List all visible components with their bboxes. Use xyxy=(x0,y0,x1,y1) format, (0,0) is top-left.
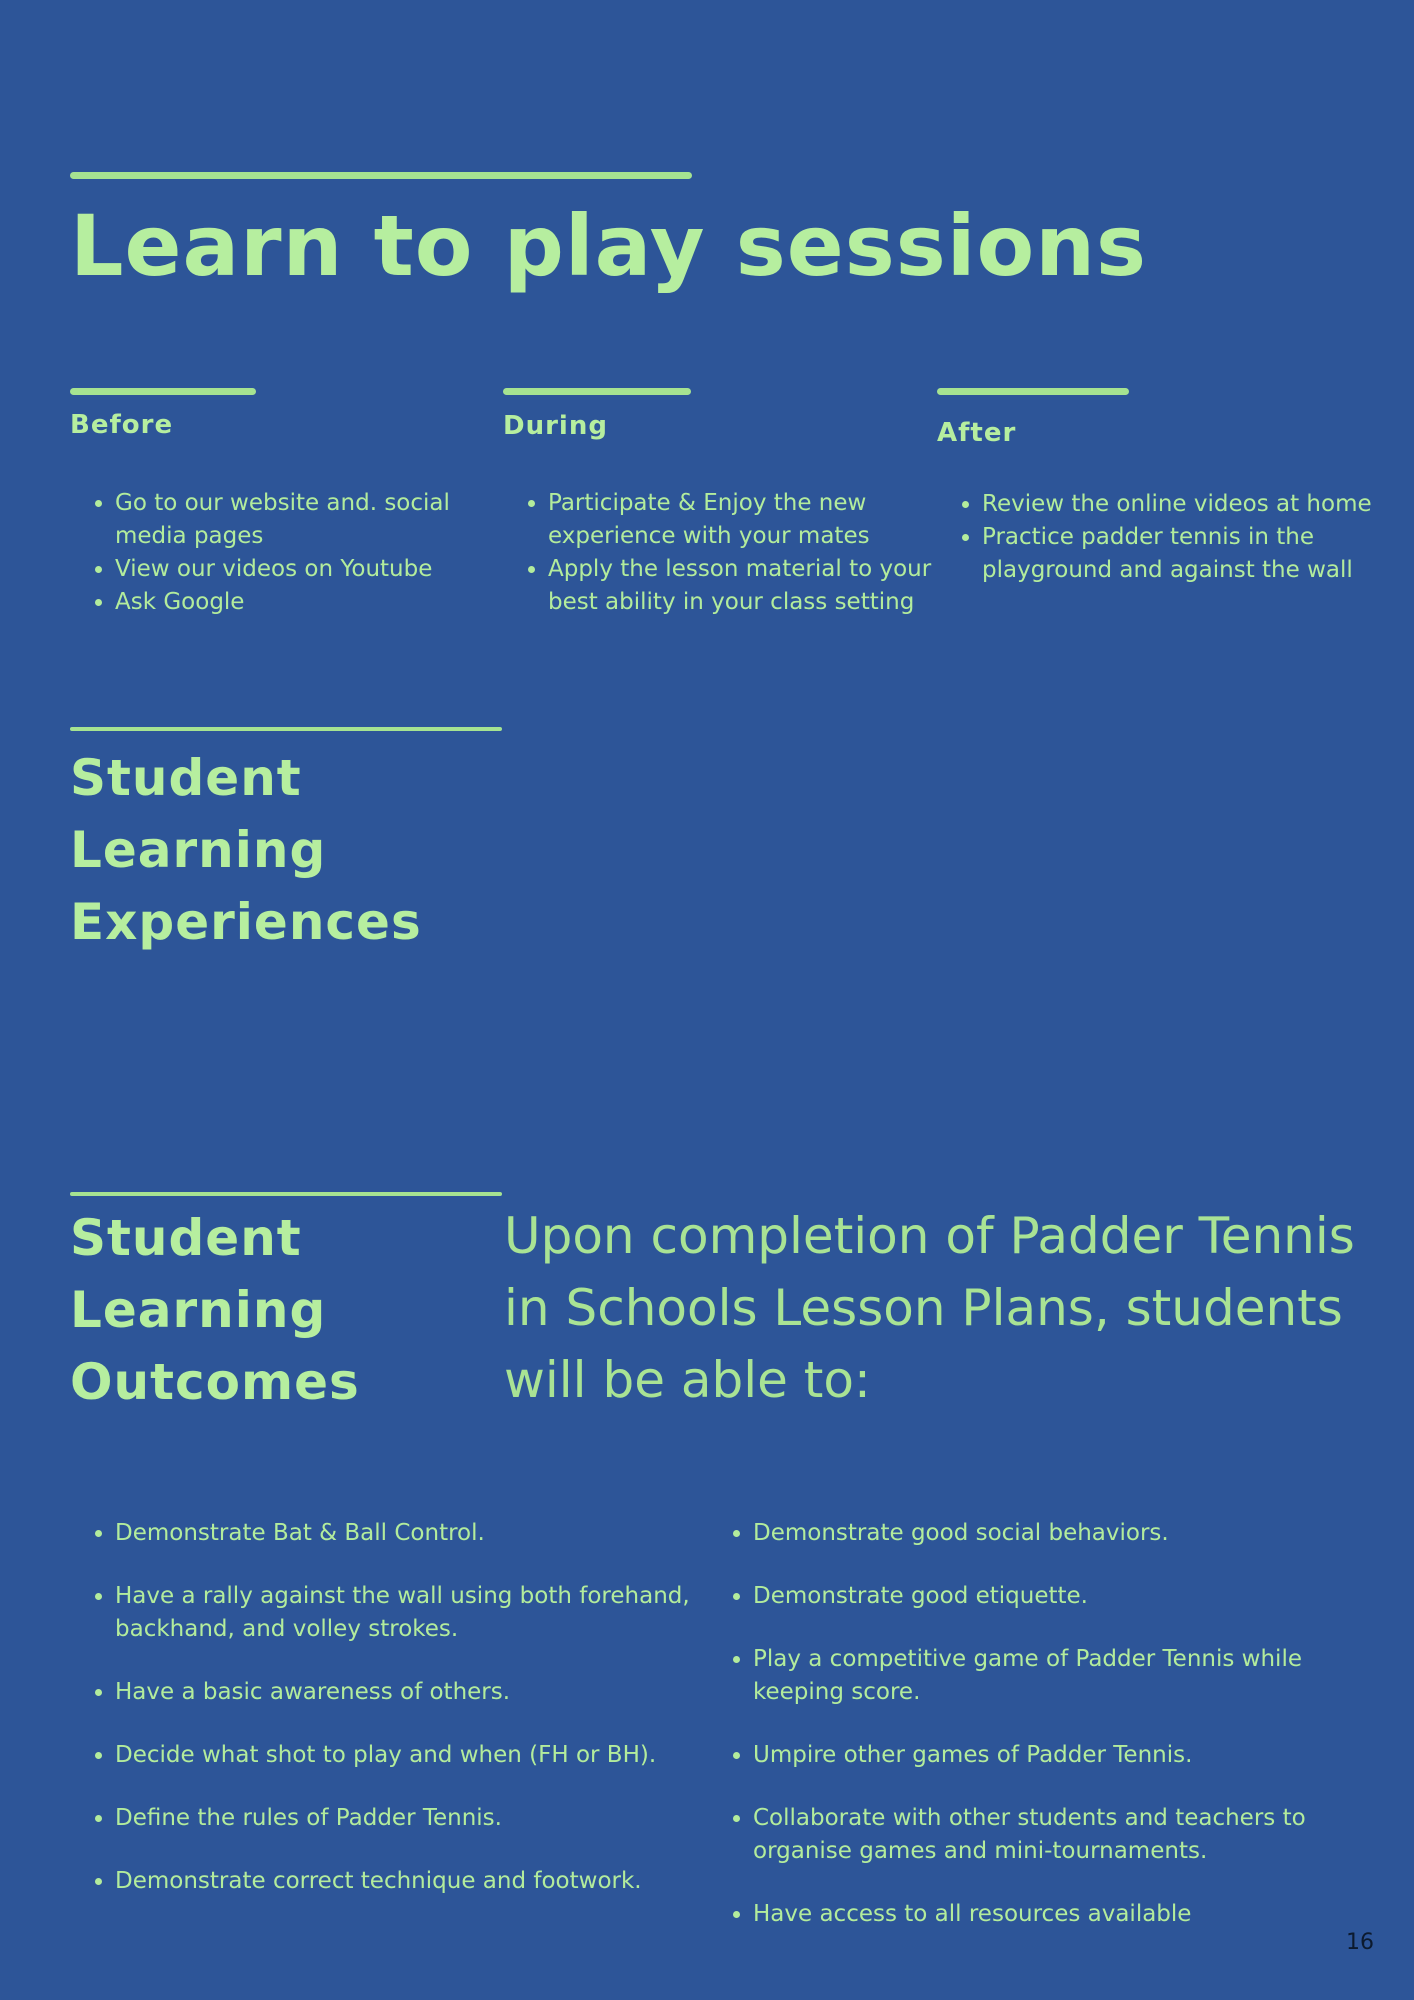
list-item: • Collaborate with other students and teachers to organise games and mini-tournaments. xyxy=(753,1802,1373,1868)
outcomes-rule xyxy=(70,1192,502,1196)
list-item: • Participate & Enjoy the new experience with your mates xyxy=(548,487,938,553)
list-item: • Have a rally against the wall using both forehand, backhand, and volley strokes. xyxy=(115,1580,735,1646)
heading-line: Experiences xyxy=(70,893,422,951)
list-item: • Ask Google xyxy=(115,586,495,619)
list-item: • Demonstrate good etiquette. xyxy=(753,1580,1373,1613)
heading-line: Learning xyxy=(70,1281,327,1339)
list-item: • View our videos on Youtube xyxy=(115,553,495,586)
outcomes-left-list xyxy=(70,1517,735,1928)
title-rule xyxy=(70,172,692,179)
list-item: • Play a competitive game of Padder Tennis while keeping score. xyxy=(753,1643,1373,1709)
during-heading: During xyxy=(503,411,608,441)
during-list xyxy=(503,487,938,619)
heading-line: Outcomes xyxy=(70,1353,360,1411)
experiences-heading xyxy=(70,742,422,958)
after-heading: After xyxy=(937,418,1017,448)
list-item: • Practice padder tennis in the playground and against the wall xyxy=(982,521,1402,587)
list-item: • Demonstrate correct technique and footwork. xyxy=(115,1865,735,1898)
list-item: • Go to our website and. social media pages xyxy=(115,487,495,553)
before-rule xyxy=(70,388,256,395)
after-rule xyxy=(937,388,1129,395)
during-rule xyxy=(503,388,691,395)
list-item: • Have access to all resources available xyxy=(753,1898,1373,1931)
list-item: • Demonstrate good social behaviors. xyxy=(753,1517,1373,1550)
before-heading: Before xyxy=(70,410,174,440)
heading-line: Student xyxy=(70,749,302,807)
list-item: • Umpire other games of Padder Tennis. xyxy=(753,1739,1373,1772)
list-item: • Decide what shot to play and when (FH or BH). xyxy=(115,1739,735,1772)
list-item: • Define the rules of Padder Tennis. xyxy=(115,1802,735,1835)
page-title: Learn to play sessions xyxy=(70,197,1148,295)
heading-line: Learning xyxy=(70,821,327,879)
heading-line: Student xyxy=(70,1209,302,1267)
outcomes-intro: Upon completion of Padder Tennis in Schools Lesson Plans, students will be able to: xyxy=(504,1207,1355,1409)
list-item: • Have a basic awareness of others. xyxy=(115,1676,735,1709)
outcomes-heading xyxy=(70,1202,360,1418)
outcomes-right-list xyxy=(708,1517,1373,1961)
page-number: 16 xyxy=(1346,1930,1374,1955)
experiences-rule xyxy=(70,727,502,731)
list-item: • Demonstrate Bat & Ball Control. xyxy=(115,1517,735,1550)
before-list xyxy=(70,487,495,619)
list-item: • Review the online videos at home xyxy=(982,488,1402,521)
list-item: • Apply the lesson material to your best ability in your class setting xyxy=(548,553,938,619)
after-list xyxy=(937,488,1402,587)
